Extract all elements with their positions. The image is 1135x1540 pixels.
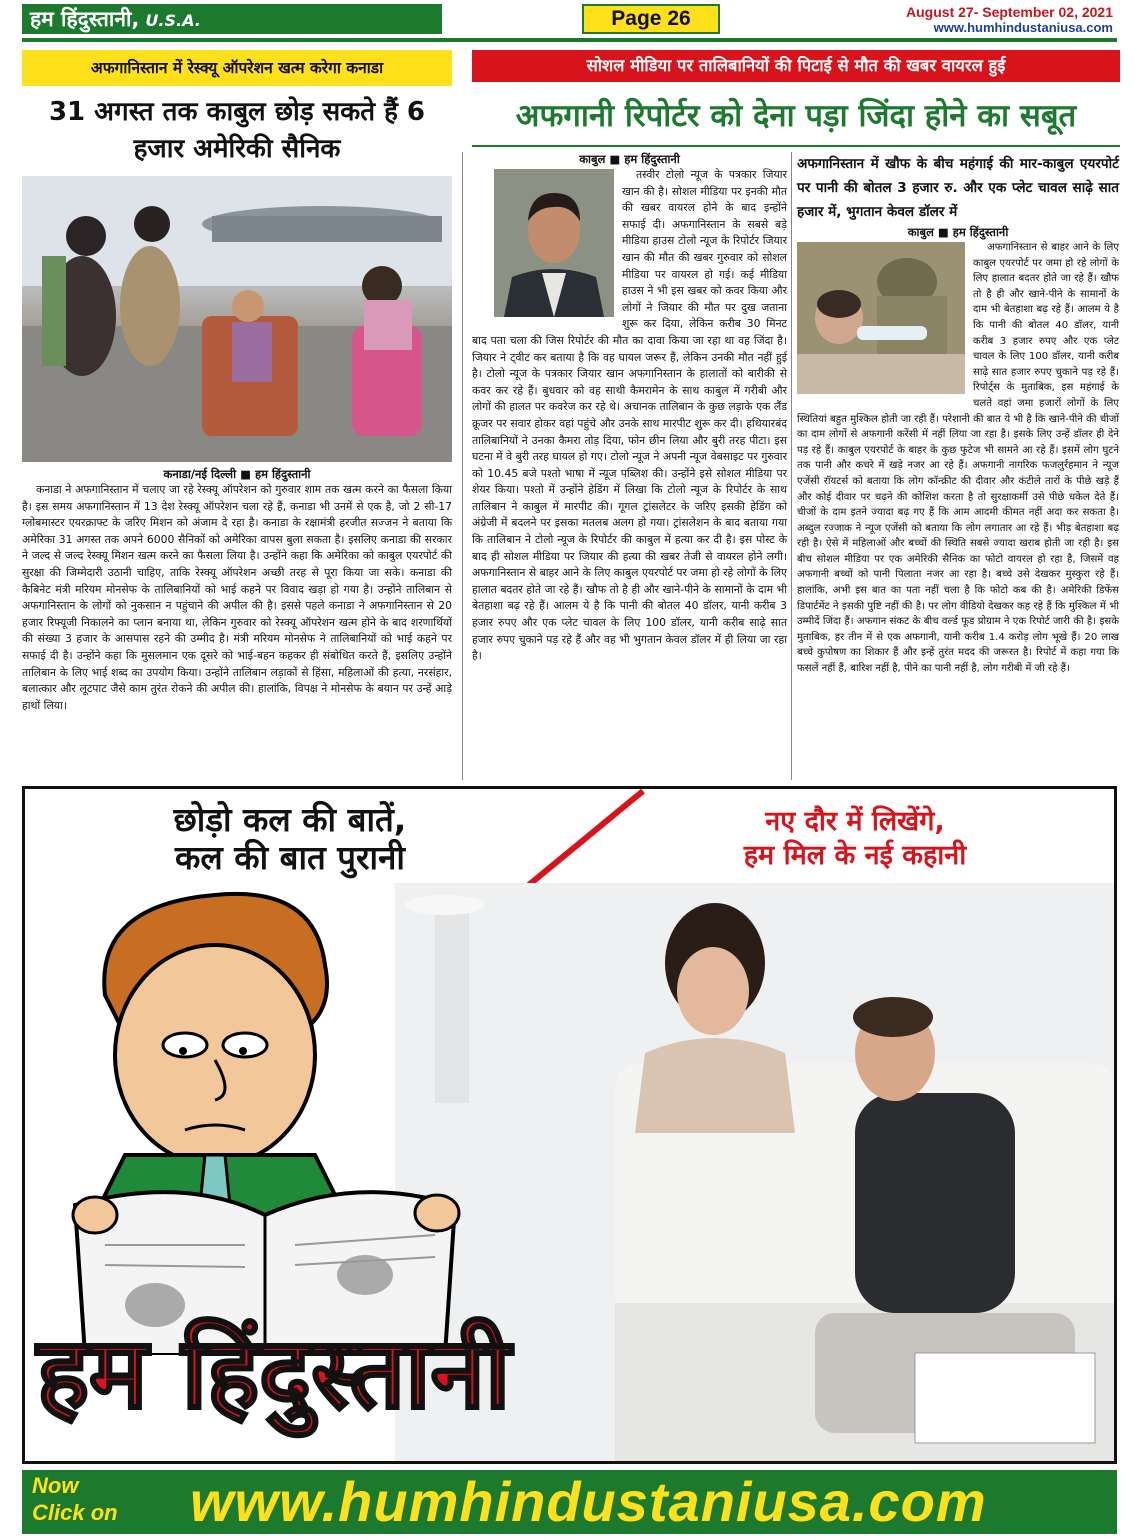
ad-slogan-left-line1: छोड़ो कल की बातें, [173, 800, 407, 839]
story-reporter-headline: अफगानी रिपोर्टर को देना पड़ा जिंदा होने का सबूत [515, 98, 1077, 134]
ad-brand-logo: हम हिंदुस्तानी [37, 1317, 511, 1431]
footer-call-to-action [32, 1472, 118, 1526]
story-reporter-byline: काबुल ■ हम हिंदुस्तानी [579, 152, 680, 166]
evacuation-photo [22, 176, 452, 462]
story-kabul-text: अफगानिस्तान से बाहर आने के लिए काबुल एयरपोर्ट पर जमा हो रहे लोगों के लिए हालात बदतर होते जा रहे हैं। खौफ तो है ही और खाने-पीने के सामानों के दाम भी बेतहाशा बढ़ रहे हैं। आलम ये है कि पानी की बोतल 40 डॉलर, यानी करीब 3 हजार रुपए और एक प्लेट चावल के लिए 100 डॉलर, यानी करीब साढ़े सात हजार रुपए चुकाने पड़ रहे हैं। रिपोर्ट्स के मुताबिक, इस महंगाई के चलते वहां जमा हजारों लोगों के लिए स्थितियां बहुत मुश्किल होती जा रही हैं। परेशानी की बात ये भी है कि खाने-पीने की चीजों का दाम लोगों से अफगानी करेंसी में नहीं लिया जा रहा है। इसके लिए उन्हें डॉलर ही देने पड़ रहे हैं। काबुल एयरपोर्ट के बाहर के कुछ फुटेज भी सामने आ रहे हैं। इसमें लोग घुटने तक पानी और कचरे में खड़े नजर आ रहे हैं। अफगानी नागरिक फजलुर्रहमान ने न्यूज एजेंसी रॉयटर्स को बताया कि लोग कॉन्क्रीट की दीवार और कंटीले तारों के पीछे खड़े हैं और कोई दीवार पर चढ़ने की कोशिश करता है तो सुरक्षाकर्मी उसे पीछे धकेल देते हैं। चीजों के दाम इतने ज्यादा बढ़ गए हैं कि आम आदमी कीमत नहीं अदा कर सकता है। अब्दुल रज्जाक ने न्यूज एजेंसी को बताया कि लोग लगातार आ रहे हैं। भीड़ बेतहाशा बढ़ रही है। ऐसे में महिलाओं और बच्चों की स्थिति सबसे ज्यादा खराब होती जा रही है। इस बीच सोशल मीडिया पर एक अमेरिकी सैनिक का फोटो वायरल हो रहा है, जिसमें वह अफगानी बच्चों को पानी पिलाता नजर आ रहा है। बच्चे उसे देखकर मुस्कुरा रहे हैं। हालांकि, अभी इस बात का पता नहीं चला है कि फोटो कब की है। अमेरिकी डिफेंस डिपार्टमेंट ने इसकी पुष्टि नहीं की है। पर लोग वीडियो देखकर कह रहे हैं कि मुश्किल में भी उम्मीदें जिंदा हैं। अफगान संकट के बीच वर्ल्ड फूड प्रोग्राम ने एक रिपोर्ट जारी की है। इसके मुताबिक, हर तीन में से एक अफगानी, यानी करीब 1.4 करोड़ लोग भूखे हैं। 20 लाख बच्चे कुपोषण का शिकार हैं और इन्हें तुरंत मदद की जरूरत है। रिपोर्ट में कहा गया कि फसलें नहीं हैं, बारिश नहीं है, पीने का पानी नहीं है, लोग गरीबी में जी रहे हैं। [797, 242, 1119, 675]
masthead [22, 4, 1117, 38]
story-canada-byline: कनाडा/नई दिल्ली ■ हम हिंदुस्तानी [163, 467, 311, 481]
story-reporter [472, 152, 787, 782]
footer-website-link[interactable]: www.humhindustaniusa.com [190, 1470, 987, 1533]
cartoon-reader [65, 885, 465, 1355]
website-link[interactable]: www.humhindustaniusa.com [933, 20, 1113, 35]
ad-slogan-right-line2: हम मिल के नई कहानी [743, 840, 967, 871]
story-canada [22, 50, 452, 782]
reporter-portrait-illustration [494, 169, 614, 317]
story-canada-text: कनाडा ने अफगानिस्तान में चलाए जा रहे रेस्क्यू ऑपरेशन को गुरुवार शाम तक खत्म करने का फैसला किया है। इस समय अफगानिस्तान में 13 देश रेस्क्यू ऑपरेशन चला रहे हैं, कनाडा भी उनमें से एक है, जो 2 सी-17 ग्लोबमास्टर एयरक्राफ्ट के जरिए मिशन को अंजाम दे रहा है। कनाडा के रक्षामंत्री हरजीत सज्जन ने बताया कि अमेरिका 31 अगस्त तक अपने 6000 सैनिकों को अमेरिका वापस बुला सकता है। इसलिए कनाडा की सरकार ने जल्द से जल्द रेस्क्यू मिशन खत्म करने का फैसला लिया है। उन्होंने कहा कि अमेरिका को काबुल एयरपोर्ट की सुरक्षा की जिम्मेदारी उठानी चाहिए, ताकि रेस्क्यू ऑपरेशन अच्छी तरह से पूरा किया जा सके। कनाडा की कैबिनेट मंत्री मरियम मोनसेफ के तालिबानियों को भाई कहने पर विवाद खड़ा हो गया है। उन्होंने तालिबान से अफगानिस्तान के लोगों को नुकसान न पहुंचाने की अपील की है। इससे पहले कनाडा ने अफगानिस्तान से 20 हजार रिफ्यूजी निकालने का प्लान बनाया था, लेकिन गुरुवार को रेस्क्यू ऑपरेशन खत्म होने के बाद शरणार्थियों की संख्या 3 हजार के आसपास रहने की उम्मीद है। मंत्री मरियम मोनसेफ ने तालिबानियों को भाई कहने पर सफाई दी है। उन्होंने कहा कि मुसलमान एक दूसरे को भाई-बहन कहकर ही संबोधित करते हैं, इसलिए उन्होंने तालिबान के लिए भाई शब्द का उपयोग किया। उन्होंने तालिबान लड़ाकों से हिंसा, महिलाओं की हत्या, नरसंहार, बलात्कार और लूटपाट जैसे काम तुरंत रोकने की अपील की। हालांकि, विपक्ष ने मोनसेफ के बयान पर उन्हें आड़े हाथों लिया। [22, 483, 452, 712]
reporter-portrait [494, 169, 614, 317]
footer-now: Now [32, 1473, 79, 1498]
story-kabul-prices [797, 152, 1119, 782]
brand-suffix: U.S.A. [145, 11, 201, 30]
evacuation-photo-illustration [22, 176, 452, 462]
story-kabul-body [797, 240, 1119, 677]
ad-slogan-left-line2: कल की बात पुरानी [175, 838, 405, 877]
masthead-rule [22, 38, 1117, 42]
story-kabul-headline: अफगानिस्तान में खौफ के बीच महंगाई की मार-काबुल एयरपोर्ट पर पानी की बोतल 3 हजार रु. और एक प्लेट चावल साढ़े सात हजार में, भुगतान केवल डॉलर में [797, 156, 1119, 220]
story-reporter-kicker: सोशल मीडिया पर तालिबानियों की पिटाई से मौत की खबर वायरल हुई [472, 50, 1120, 82]
masthead-brand [22, 4, 442, 34]
soldier-water-illustration [797, 242, 965, 394]
story-canada-headline: 31 अगस्त तक काबुल छोड़ सकते हैं 6 हजार अमेरिकी सैनिक [48, 97, 426, 164]
issue-date: August 27- September 02, 2021 [906, 4, 1113, 20]
story-reporter-body [472, 167, 787, 665]
brand-title: हम हिंदुस्तानी, [30, 7, 140, 31]
column-divider-2 [791, 152, 792, 780]
footer-banner[interactable] [22, 1470, 1117, 1534]
dateline [906, 4, 1113, 35]
column-divider [462, 152, 463, 780]
story-canada-kicker: अफगानिस्तान में रेस्क्यू ऑपरेशन खत्म करेगा कनाडा [22, 50, 452, 86]
story-reporter-text: तस्वीर टोलो न्यूज के पत्रकार जियार खान की है। सोशल मीडिया पर इनकी मौत की खबर वायरल होने के बाद इन्होंने सफाई दी। अफगानिस्तान के सबसे बड़े मीडिया हाउस टोलो न्यूज के रिपोर्टर जियार खान की मौत की खबर गुरुवार को सोशल मीडिया पर वायरल हो गई। कई मीडिया हाउस ने भी इस खबर को कवर किया और लोगों ने जियार की मौत पर दुख जताना शुरू कर दिया, लेकिन करीब 30 मिनट बाद पता चला की जिस रिपोर्टर की मौत का दावा किया जा रहा था वह जिंदा है। जियार ने ट्वीट कर बताया है कि वह घायल जरूर हैं, लेकिन उनकी मौत नहीं हुई है। टोलो न्यूज के पत्रकार जियार खान अफगानिस्तान के हालातों को बारीकी से कवर कर रहे हैं। बुधवार को वह साथी कैमरामेन के साथ काबुल में गरीबी और लोगों की हालत पर कवरेज कर रहे थे। अचानक तालिबान के कुछ लड़ाके एक लैंड क्रूजर पर सवार होकर वहां पहुंचे और उनके साथ मारपीट शुरू कर दी। हथियारबंद तालिबानियों ने उनका कैमरा तोड़ दिया, फोन छीन लिया और बुरी तरह पीटा। इस घटना में वे बुरी तरह घायल हो गए। टोलो न्यूज ने अपनी न्यूज वेबसाइट पर गुरुवार को 10.45 बजे पश्तो भाषा में न्यूज पब्लिश की। उन्होंने इसे सोशल मीडिया पर शेयर किया। पश्तो में उन्होंने हेडिंग में लिखा कि टोलो न्यूज के रिपोर्टर के साथ तालिबान ने काबुल में मारपीट की। गूगल ट्रांसलेटर के जरिए इसकी हेडिंग को अंग्रेजी में बदलने पर इसका मतलब अलग हो गया। ट्रांसलेशन के बाद बताया गया कि तालिबान ने टोलो न्यूज के रिपोर्टर की काबुल में हत्या कर दी है। इस पोस्ट के बाद ही सोशल मीडिया पर जियार की हत्या की खबर तेजी से वायरल होने लगी। अफगानिस्तान से बाहर आने के लिए काबुल एयरपोर्ट पर जमा हो रहे लोगों के लिए हालात बदतर होते जा रहे हैं। खौफ तो है ही और खाने-पीने के सामानों के दाम भी बेतहाशा बढ़ रहे हैं। आलम ये है कि पानी की बोतल 40 डॉलर, यानी करीब 3 हजार रुपए और एक प्लेट चावल के लिए 100 डॉलर, यानी करीब साढ़े सात हजार रुपए चुकाने पड़ रहे हैं और वह भी भुगतान केवल डॉलर में ही लिया जा रहा है। [472, 168, 787, 663]
story-canada-body [22, 482, 452, 714]
footer-click-on: Click on [32, 1500, 118, 1525]
ad-slogan-left [25, 801, 555, 877]
headline-rule [472, 145, 1120, 147]
soldier-water-photo [797, 242, 965, 394]
advertisement[interactable] [22, 786, 1117, 1464]
page-number: Page 26 [582, 4, 720, 34]
ad-slogan-right-line1: नए दौर में लिखेंगे, [765, 806, 945, 837]
story-kabul-byline: काबुल ■ हम हिंदुस्तानी [907, 225, 1009, 239]
